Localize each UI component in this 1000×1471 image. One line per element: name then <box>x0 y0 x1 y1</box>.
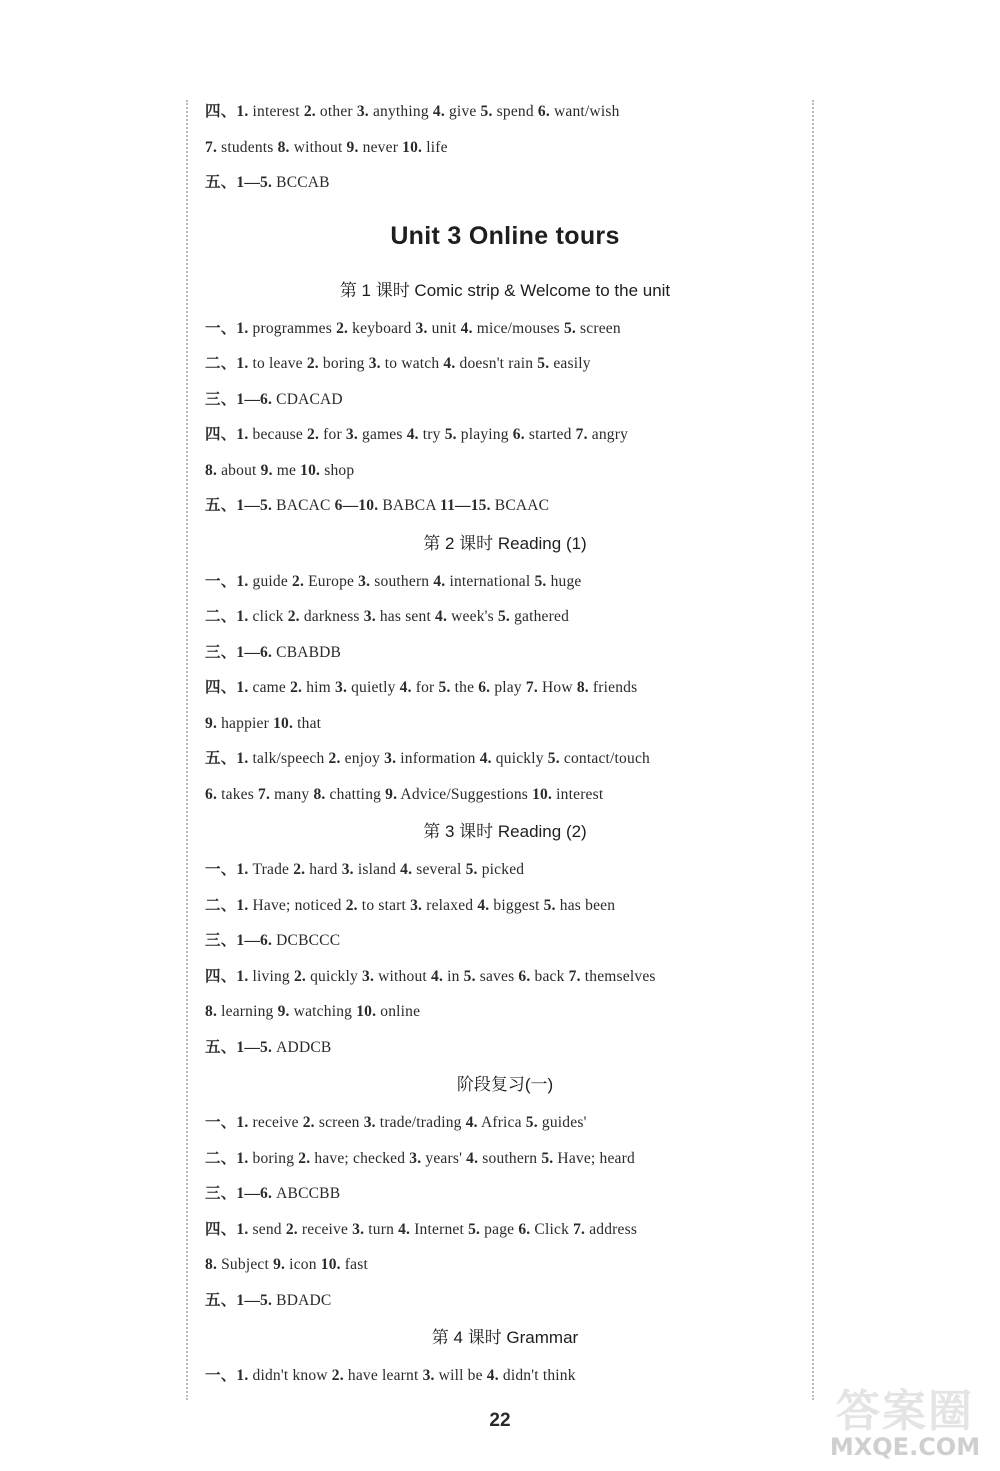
answer-text: many <box>270 785 314 803</box>
answer-text: without <box>289 138 347 156</box>
question-number: 7. <box>568 967 581 985</box>
question-number: 6. <box>518 1220 531 1238</box>
question-number: 四、1. <box>205 426 249 443</box>
question-number: 2. <box>302 1114 315 1131</box>
answer-text: programmes <box>248 319 337 337</box>
answer-text: receive <box>297 1220 353 1238</box>
question-number: 5. <box>444 426 457 443</box>
unit-title: Unit 3 Online tours <box>390 221 620 250</box>
answer-text: ABCCBB <box>272 1185 341 1202</box>
answer-text: send <box>248 1220 286 1238</box>
question-number: 7. <box>573 1220 586 1238</box>
left-margin-rule <box>186 100 188 1400</box>
answer-text: southern <box>370 572 434 590</box>
question-number: 6. <box>537 103 550 120</box>
answer-text: week's <box>447 608 498 625</box>
question-number: 2. <box>307 426 320 443</box>
answer-text: for <box>319 426 346 443</box>
question-number: 3. <box>362 967 375 985</box>
answer-text: guides' <box>537 1114 587 1131</box>
question-number: 二、1. <box>205 608 249 625</box>
question-number: 5. <box>463 967 476 985</box>
question-number: 10. <box>532 785 553 803</box>
answer-text: have learnt <box>343 1367 423 1384</box>
question-number: 四、1. <box>205 103 249 120</box>
question-number: 二、1. <box>205 896 249 914</box>
answer-text: icon <box>285 1256 321 1273</box>
question-number: 4. <box>486 1367 499 1384</box>
question-number: 二、1. <box>205 355 249 372</box>
question-number: 10. <box>356 1003 377 1020</box>
answer-line <box>205 1283 805 1319</box>
answer-text: playing <box>456 426 513 443</box>
question-number: 2. <box>292 572 305 590</box>
answer-text: started <box>524 426 576 443</box>
question-number: 2. <box>290 679 303 696</box>
answer-text: interest <box>552 785 604 803</box>
question-number: 4. <box>398 1220 411 1238</box>
question-number: 三、1—6. <box>205 1185 273 1202</box>
question-number: 4. <box>443 355 456 372</box>
question-number: 9. <box>385 785 398 803</box>
question-number: 3. <box>363 1114 376 1131</box>
answer-line <box>205 165 805 201</box>
question-number: 9. <box>205 714 218 732</box>
question-number: 6. <box>518 967 531 985</box>
answer-text: biggest <box>489 896 544 914</box>
answer-text: talk/speech <box>248 750 329 767</box>
answer-text: BDADC <box>272 1291 332 1309</box>
question-number: 2. <box>328 750 341 767</box>
answer-text: turn <box>364 1220 399 1238</box>
answer-line <box>205 706 805 742</box>
answer-text: CDACAD <box>272 390 343 408</box>
answer-text: Africa <box>477 1114 526 1131</box>
answer-line <box>205 888 805 924</box>
question-number: 4. <box>400 861 413 878</box>
answer-text: quickly <box>491 750 548 767</box>
answer-text: Have; heard <box>553 1149 635 1167</box>
question-number: 7. <box>258 785 271 803</box>
question-number: 3. <box>415 319 428 337</box>
answer-text: huge <box>546 572 582 590</box>
answer-text: have; checked <box>310 1149 410 1167</box>
question-number: 4. <box>465 1114 478 1131</box>
answer-text: learning <box>217 1003 278 1020</box>
question-number: 5. <box>537 355 550 372</box>
answer-text: contact/touch <box>559 750 650 767</box>
question-number: 5. <box>541 1149 554 1167</box>
answer-text: Europe <box>304 572 359 590</box>
question-number: 四、1. <box>205 967 249 985</box>
answer-text: friends <box>588 679 638 696</box>
answer-text: came <box>248 679 291 696</box>
answer-line <box>205 1358 805 1394</box>
question-number: 5. <box>534 572 547 590</box>
answer-text: boring <box>248 1149 299 1167</box>
answer-text: picked <box>477 861 525 878</box>
answer-line <box>205 635 805 671</box>
answer-text: online <box>376 1003 421 1020</box>
question-number: 3. <box>422 1367 435 1384</box>
answer-text: because <box>248 426 308 443</box>
answer-text: games <box>357 426 407 443</box>
answer-line <box>205 1176 805 1212</box>
answer-line <box>205 959 805 995</box>
answer-text: relaxed <box>422 896 478 914</box>
answer-text: gathered <box>510 608 570 625</box>
answer-text: DCBCCC <box>272 932 341 949</box>
question-number: 4. <box>479 750 492 767</box>
answer-text: spend <box>492 103 538 120</box>
question-number: 五、1—5. <box>205 174 273 191</box>
answer-line <box>205 417 805 453</box>
answer-text: enjoy <box>340 750 385 767</box>
question-number: 一、1. <box>205 319 249 337</box>
answer-text: Trade <box>248 861 294 878</box>
answer-text: give <box>444 103 481 120</box>
answer-line <box>205 923 805 959</box>
question-number: 5. <box>525 1114 538 1131</box>
question-number: 3. <box>345 426 358 443</box>
answer-line <box>205 777 805 813</box>
answer-text: How <box>537 679 577 696</box>
answer-text: has been <box>555 896 616 914</box>
answer-line <box>205 599 805 635</box>
answer-text: play <box>490 679 526 696</box>
answer-text: shop <box>320 461 355 479</box>
question-number: 4. <box>399 679 412 696</box>
answer-text: Subject <box>217 1256 274 1273</box>
answer-text: anything <box>368 103 433 120</box>
answer-text: BABCA <box>378 497 440 514</box>
answer-text: click <box>248 608 288 625</box>
answer-text: students <box>217 138 278 156</box>
question-number: 3. <box>410 896 423 914</box>
answer-text: takes <box>217 785 259 803</box>
question-number: 2. <box>293 861 306 878</box>
question-number: 3. <box>368 355 381 372</box>
watermark-text: 答案圈 <box>836 1386 974 1437</box>
answer-text: try <box>418 426 445 443</box>
question-number: 4. <box>460 319 473 337</box>
answer-text: didn't know <box>248 1367 332 1384</box>
answer-text: trade/trading <box>375 1114 466 1131</box>
question-number: 4. <box>406 426 419 443</box>
answer-text: unit <box>427 319 461 337</box>
answer-line <box>205 1105 805 1141</box>
question-number: 5. <box>497 608 510 625</box>
question-number: 4. <box>477 896 490 914</box>
answer-text: screen <box>575 319 621 337</box>
section-heading: 第 1 课时 Comic strip & Welcome to the unit <box>339 280 671 300</box>
question-number: 五、1. <box>205 750 249 767</box>
answer-text: fast <box>340 1256 368 1273</box>
answer-text: international <box>445 572 535 590</box>
question-number: 2. <box>345 896 358 914</box>
answer-text: happier <box>217 714 274 732</box>
question-number: 9. <box>346 138 359 156</box>
answer-text: the <box>450 679 479 696</box>
question-number: 一、1. <box>205 861 249 878</box>
question-number: 3. <box>352 1220 365 1238</box>
question-number: 5. <box>563 319 576 337</box>
answer-line <box>205 670 805 706</box>
question-number: 10. <box>300 461 321 479</box>
question-number: 三、1—6. <box>205 390 273 408</box>
question-number: 五、1—5. <box>205 1291 273 1309</box>
question-number: 三、1—6. <box>205 643 273 661</box>
question-number: 一、1. <box>205 1367 249 1384</box>
answer-text: years' <box>421 1149 467 1167</box>
question-number: 4. <box>435 608 448 625</box>
question-number: 10. <box>320 1256 341 1273</box>
question-number: 8. <box>313 785 326 803</box>
answer-line <box>205 382 805 418</box>
answer-text: quietly <box>347 679 400 696</box>
question-number: 2. <box>331 1367 344 1384</box>
answer-text: BCCAB <box>272 174 330 191</box>
answer-text: Advice/Suggestions <box>397 785 533 803</box>
answer-line <box>205 564 805 600</box>
answer-text: life <box>422 138 448 156</box>
question-number: 4. <box>433 572 446 590</box>
question-number: 7. <box>575 426 588 443</box>
answer-line <box>205 1030 805 1066</box>
answer-text: to start <box>357 896 411 914</box>
question-number: 3. <box>335 679 348 696</box>
answer-text: boring <box>318 355 369 372</box>
answer-text: darkness <box>299 608 364 625</box>
question-number: 7. <box>205 138 218 156</box>
question-number: 3. <box>363 608 376 625</box>
question-number: 6. <box>478 679 491 696</box>
answer-text: CBABDB <box>272 643 342 661</box>
question-number: 5. <box>468 1220 481 1238</box>
question-number: 9. <box>273 1256 286 1273</box>
answer-text: without <box>374 967 431 985</box>
question-number: 3. <box>358 572 371 590</box>
question-number: 五、1—5. <box>205 497 273 514</box>
section-heading: 阶段复习(一) <box>456 1075 554 1094</box>
question-number: 5. <box>480 103 493 120</box>
answer-text: themselves <box>580 967 656 985</box>
question-number: 四、1. <box>205 1220 249 1238</box>
answer-text: island <box>353 861 401 878</box>
answer-text: in <box>443 967 464 985</box>
answer-text: chatting <box>325 785 386 803</box>
question-number: 4. <box>466 1149 479 1167</box>
answer-line <box>205 852 805 888</box>
answer-line <box>205 311 805 347</box>
answer-text: page <box>480 1220 519 1238</box>
question-number: 8. <box>205 1003 218 1020</box>
answer-text: doesn't rain <box>455 355 538 372</box>
answer-text: living <box>248 967 294 985</box>
answer-text: to watch <box>380 355 444 372</box>
question-number: 2. <box>336 319 349 337</box>
answer-line <box>205 1141 805 1177</box>
answer-text: other <box>315 103 357 120</box>
question-number: 四、1. <box>205 679 249 696</box>
answer-text: screen <box>314 1114 364 1131</box>
question-number: 3. <box>384 750 397 767</box>
question-number: 5. <box>547 750 560 767</box>
section-heading: 第 4 课时 Grammar <box>431 1328 579 1347</box>
answer-key-content <box>205 94 805 1394</box>
answer-text: watching <box>289 1003 357 1020</box>
question-number: 3. <box>341 861 354 878</box>
question-number: 9. <box>260 461 273 479</box>
question-number: 10. <box>273 714 294 732</box>
answer-line <box>205 994 805 1030</box>
answer-text: easily <box>549 355 591 372</box>
question-number: 3. <box>356 103 369 120</box>
question-number: 2. <box>303 103 316 120</box>
answer-text: that <box>293 714 322 732</box>
question-number: 一、1. <box>205 572 249 590</box>
question-number: 三、1—6. <box>205 932 273 949</box>
answer-text: BACAC <box>272 497 335 514</box>
answer-text: angry <box>587 426 629 443</box>
answer-text: BCAAC <box>490 497 550 514</box>
answer-text: to leave <box>248 355 307 372</box>
question-number: 8. <box>205 1256 218 1273</box>
answer-text: keyboard <box>348 319 416 337</box>
question-number: 五、1—5. <box>205 1038 273 1056</box>
question-number: 5. <box>543 896 556 914</box>
answer-text: mice/mouses <box>472 319 564 337</box>
answer-text: hard <box>305 861 342 878</box>
question-number: 8. <box>277 138 290 156</box>
question-number: 8. <box>576 679 589 696</box>
answer-line <box>205 130 805 166</box>
answer-text: back <box>530 967 569 985</box>
answer-text: saves <box>475 967 519 985</box>
page-number: 22 <box>489 1410 511 1431</box>
answer-text: about <box>217 461 261 479</box>
question-number: 6—10. <box>334 497 379 514</box>
question-number: 4. <box>432 103 445 120</box>
answer-text: never <box>358 138 403 156</box>
right-margin-rule <box>812 100 814 1400</box>
question-number: 一、1. <box>205 1114 249 1131</box>
answer-text: didn't think <box>498 1367 576 1384</box>
question-number: 7. <box>525 679 538 696</box>
question-number: 6. <box>512 426 525 443</box>
question-number: 11—15. <box>439 497 491 514</box>
answer-text: will be <box>434 1367 487 1384</box>
answer-text: interest <box>248 103 304 120</box>
answer-text: quickly <box>306 967 363 985</box>
answer-text: for <box>411 679 439 696</box>
answer-text: receive <box>248 1114 303 1131</box>
answer-line <box>205 488 805 524</box>
answer-line <box>205 94 805 130</box>
answer-text: guide <box>248 572 293 590</box>
question-number: 4. <box>431 967 444 985</box>
question-number: 9. <box>277 1003 290 1020</box>
watermark-url: MXQE.COM <box>829 1433 981 1461</box>
question-number: 2. <box>287 608 300 625</box>
answer-text: Internet <box>410 1220 469 1238</box>
answer-text: address <box>585 1220 638 1238</box>
answer-text: several <box>412 861 466 878</box>
question-number: 10. <box>402 138 423 156</box>
question-number: 2. <box>306 355 319 372</box>
answer-text: Click <box>530 1220 574 1238</box>
answer-line <box>205 741 805 777</box>
question-number: 6. <box>205 785 218 803</box>
answer-text: me <box>272 461 301 479</box>
answer-text: has sent <box>375 608 436 625</box>
answer-line <box>205 453 805 489</box>
question-number: 2. <box>293 967 306 985</box>
watermark-logo <box>815 1375 995 1465</box>
answer-line <box>205 1212 805 1248</box>
answer-line <box>205 346 805 382</box>
answer-line <box>205 1247 805 1283</box>
question-number: 5. <box>438 679 451 696</box>
answer-text: Have; noticed <box>248 896 346 914</box>
question-number: 二、1. <box>205 1149 249 1167</box>
question-number: 2. <box>298 1149 311 1167</box>
answer-text: him <box>302 679 335 696</box>
question-number: 2. <box>285 1220 298 1238</box>
section-heading: 第 3 课时 Reading (2) <box>423 822 587 841</box>
answer-text: ADDCB <box>272 1038 332 1056</box>
section-heading: 第 2 课时 Reading (1) <box>423 533 587 553</box>
answer-text: want/wish <box>549 103 620 120</box>
answer-text: information <box>396 750 480 767</box>
question-number: 8. <box>205 461 218 479</box>
question-number: 5. <box>465 861 478 878</box>
question-number: 3. <box>409 1149 422 1167</box>
answer-text: southern <box>478 1149 542 1167</box>
